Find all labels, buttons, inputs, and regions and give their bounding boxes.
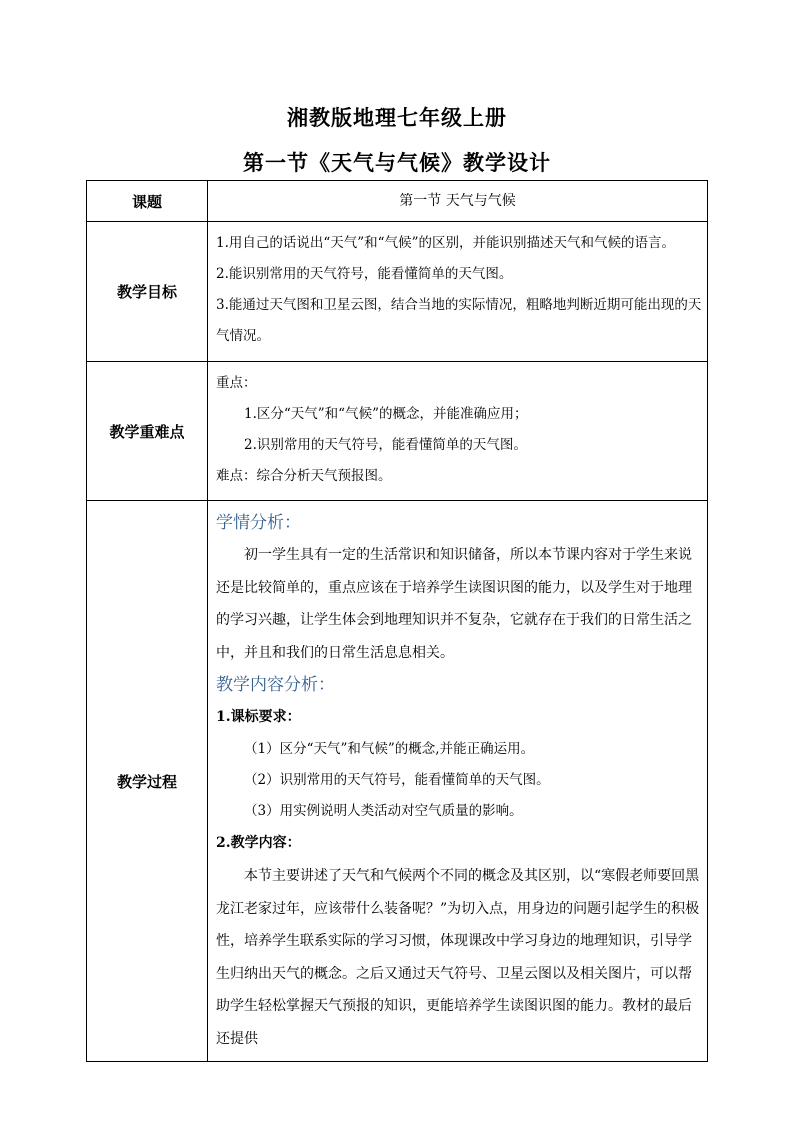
topic-value: 第一节 天气与气候 xyxy=(208,181,708,222)
keypoints-content xyxy=(208,362,708,501)
goal-item: 2.能识别常用的天气符号，能看懂简单的天气图。 xyxy=(216,266,513,282)
content-sub-heading: 2.教学内容： xyxy=(216,835,301,851)
content-paragraph: 本节主要讲述了天气和气候两个不同的概念及其区别，以“寒假老师要回黑龙江老家过年，应该带什么装备呢？”为切入点，用身边的问题引起学生的积极性，培养学生联系实际的学习习惯，体现课改中学习身边的地理知识，引导学生归纳出天气的概念。之后又通过天气符号、卫星云图以及相关图片，可以帮助学生轻松掌握天气预报的知识，更能培养学生读图识图的能力。教材的最后还提供 xyxy=(216,868,700,1047)
table-row-keypoints xyxy=(87,362,708,501)
content-analysis-heading: 教学内容分析： xyxy=(216,675,335,695)
focus-label: 重点： xyxy=(216,375,257,391)
analysis-paragraph: 初一学生具有一定的生活常识和知识储备，所以本节课内容对于学生来说还是比较简单的，重点应该在于培养学生读图识图的能力，以及学生对于地理的学习兴趣，让学生体会到地理知识并不复杂，它就存在于我们的日常生活之中，并且和我们的日常生活息息相关。 xyxy=(216,547,692,661)
table-row-goals xyxy=(87,222,708,362)
requirement-item: （3）用实例说明人类活动对空气质量的影响。 xyxy=(244,803,523,819)
difficulty-text: 难点：综合分析天气预报图。 xyxy=(216,468,392,484)
goal-item: 1.用自己的话说出“天气”和“气候”的区别，并能识别描述天气和气候的语言。 xyxy=(216,235,675,251)
requirement-item: （1）区分“天气”和气候”的概念,并能正确运用。 xyxy=(244,741,535,757)
analysis-heading: 学情分析： xyxy=(216,513,301,533)
process-label: 教学过程 xyxy=(87,501,208,1062)
lesson-plan-table xyxy=(86,180,708,1062)
table-row-process xyxy=(87,501,708,1062)
document-title: 湘教版地理七年级上册 xyxy=(287,105,507,130)
goals-label: 教学目标 xyxy=(87,222,208,362)
table-row-topic xyxy=(87,181,708,222)
goal-item: 3.能通过天气图和卫星云图，结合当地的实际情况，粗略地判断近期可能出现的天气情况。 xyxy=(216,297,702,344)
requirement-item: （2）识别常用的天气符号，能看懂简单的天气图。 xyxy=(244,772,550,788)
keypoints-label: 教学重难点 xyxy=(87,362,208,501)
focus-item: 1.区分“天气”和“气候”的概念，并能准确应用； xyxy=(244,406,528,422)
requirements-heading: 1.课标要求： xyxy=(216,709,301,725)
goals-content xyxy=(208,222,708,362)
lesson-title: 第一节《天气与气候》教学设计 xyxy=(243,150,551,175)
process-content xyxy=(208,501,708,1062)
focus-item: 2.识别常用的天气符号，能看懂简单的天气图。 xyxy=(244,437,527,453)
topic-label: 课题 xyxy=(87,181,208,222)
